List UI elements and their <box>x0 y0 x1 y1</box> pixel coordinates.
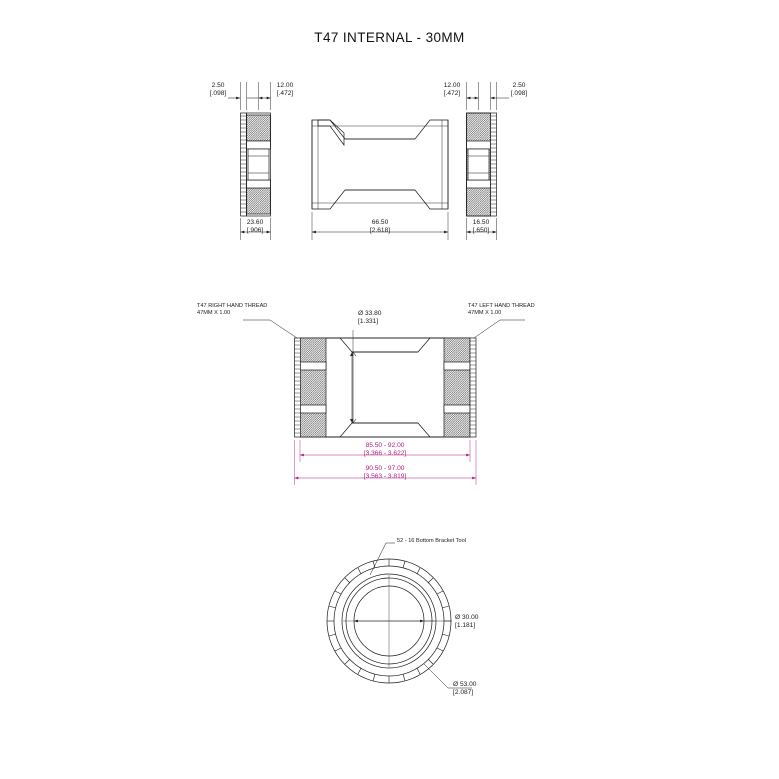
dimension-value: 85.50 - 92.00 <box>365 442 405 449</box>
dimension-bracket: [.472] <box>443 90 461 98</box>
dimension-value: 90.50 - 97.00 <box>365 465 405 472</box>
dimension-value: 16.50 <box>472 219 490 226</box>
dimension-bore-diameter <box>358 310 381 326</box>
dimension-value: 2.50 <box>512 82 526 89</box>
page-title: T47 INTERNAL - 30MM <box>314 30 465 45</box>
note-tool-callout <box>397 538 466 545</box>
dimension-value: 12.00 <box>276 82 294 89</box>
note-left-hand-thread <box>468 303 535 318</box>
dimension-bracket: [2.618] <box>369 227 391 235</box>
dimension-bracket: [1.331] <box>358 318 379 326</box>
dimension-value: 23.60 <box>246 219 264 226</box>
dimension-bracket: [.650] <box>472 227 490 235</box>
note-line: 47MM X 1.00 <box>197 310 231 317</box>
note-line: T47 LEFT HAND THREAD <box>468 303 535 309</box>
dimension-bracket: [2.087] <box>453 689 474 697</box>
note-line: 52 - 16 Bottom Bracket Tool <box>397 538 466 544</box>
dimension-tool-inner-diameter <box>455 614 478 630</box>
dimension-shell-width <box>350 219 410 235</box>
dimension-overall-width-range <box>355 465 415 481</box>
dimension-right-cup-face <box>489 82 549 98</box>
dimension-left-cup-overall <box>225 219 285 235</box>
dimension-bracket: [1.181] <box>455 622 476 630</box>
dimension-value: 12.00 <box>443 82 461 89</box>
dimension-bracket: [3.366 - 3.622] <box>363 450 407 458</box>
dimension-value: 2.50 <box>211 82 225 89</box>
dimension-bracket: [3.563 - 3.819] <box>363 473 407 481</box>
note-line: 47MM X 1.00 <box>468 310 502 317</box>
dimension-bracket: [.472] <box>276 90 294 98</box>
dimension-value: Ø 53.00 <box>453 681 477 688</box>
dimension-value: Ø 30.00 <box>455 614 479 621</box>
dimension-right-cup-thread-length <box>422 82 482 98</box>
note-right-hand-thread <box>197 303 267 318</box>
dimension-left-cup-face <box>188 82 248 98</box>
dimension-value: 66.50 <box>371 219 389 226</box>
dimension-tool-outer-diameter <box>453 681 476 697</box>
dimension-value: Ø 33.80 <box>358 310 382 317</box>
dimension-bracket: [.098] <box>510 90 528 98</box>
dimension-bracket: [.098] <box>209 90 227 98</box>
dimension-bracket: [.906] <box>246 227 264 235</box>
dimension-shell-width-range <box>355 442 415 458</box>
note-line: T47 RIGHT HAND THREAD <box>197 303 268 309</box>
dimension-right-cup-overall <box>451 219 511 235</box>
dimension-left-cup-thread-length <box>255 82 315 98</box>
